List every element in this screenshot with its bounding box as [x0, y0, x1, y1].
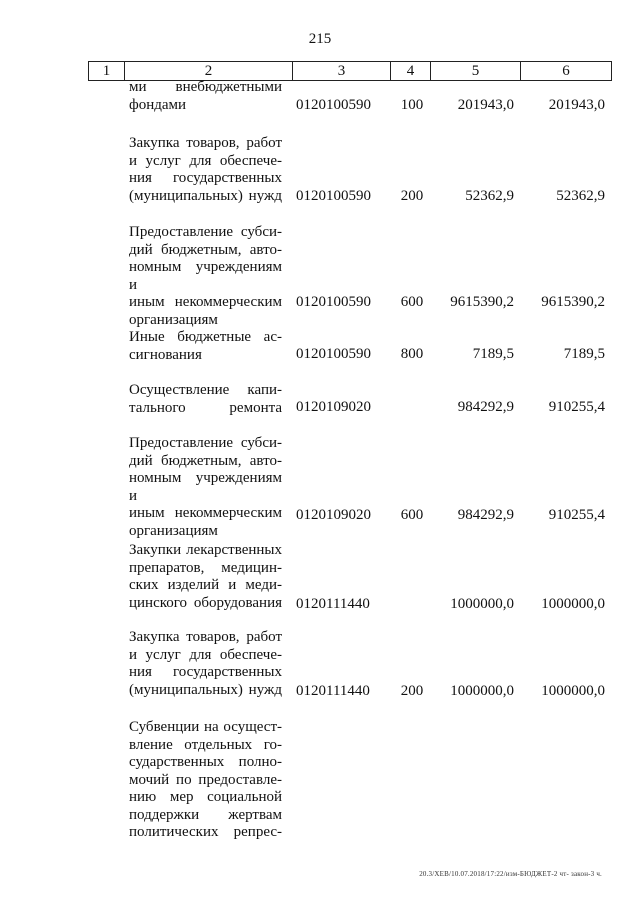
row-code: 0120100590	[296, 188, 371, 204]
row-kind: 600	[400, 507, 424, 523]
row-name: Субвенции на осущест- вление отдельных го- сударственных полно- мочий по предоставле- нию мер социальной поддержки жертвам политических репрес-	[129, 719, 282, 840]
row-code: 0120109020	[296, 507, 371, 523]
header-col-4: 4	[391, 62, 431, 80]
header-col-1: 1	[89, 62, 125, 80]
row-kind: 200	[400, 188, 424, 204]
header-col-6: 6	[562, 63, 570, 79]
page-number: 215	[308, 31, 332, 47]
row-sum-5: 52362,9	[465, 188, 514, 204]
row-sum-6: 7189,5	[563, 346, 605, 362]
row-name: ми внебюджетными фондами	[129, 79, 282, 113]
header-col-5: 5	[431, 62, 521, 80]
row-sum-6: 910255,4	[548, 399, 605, 415]
table-header	[88, 61, 612, 81]
row-code: 0120109020	[296, 399, 371, 415]
row-sum-6: 9615390,2	[541, 294, 605, 310]
row-name: Осуществление капи- тального ремонта	[129, 382, 282, 416]
row-code: 0120100590	[296, 294, 371, 310]
row-sum-5: 7189,5	[472, 346, 514, 362]
row-name: Предоставление субси- дий бюджетным, авто- номным учреждениям и иным некоммерческим организациям	[129, 224, 282, 328]
row-kind: 800	[400, 346, 424, 362]
row-sum-6: 201943,0	[548, 97, 605, 113]
row-sum-6: 52362,9	[556, 188, 605, 204]
row-name: Предоставление субси- дий бюджетным, авто- номным учреждениям и иным некоммерческим организациям	[129, 435, 282, 539]
row-sum-6: 1000000,0	[541, 683, 605, 699]
header-col-2: 2	[125, 62, 293, 80]
row-sum-5: 984292,9	[457, 399, 514, 415]
row-sum-5: 1000000,0	[450, 683, 514, 699]
row-kind: 600	[400, 294, 424, 310]
row-name: Закупка товаров, работ и услуг для обеспече- ния государственных (муниципальных) нужд	[129, 629, 282, 698]
row-kind: 100	[400, 97, 424, 113]
row-sum-6: 1000000,0	[541, 596, 605, 612]
row-code: 0120100590	[296, 346, 371, 362]
row-code: 0120111440	[296, 683, 370, 699]
row-name: Закупки лекарственных препаратов, медицин- ских изделий и меди- цинского оборудования	[129, 542, 282, 611]
row-sum-5: 9615390,2	[450, 294, 514, 310]
row-code: 0120100590	[296, 97, 371, 113]
row-sum-5: 984292,9	[457, 507, 514, 523]
row-sum-5: 1000000,0	[450, 596, 514, 612]
row-kind: 200	[400, 683, 424, 699]
footer-note: 20.3/ХЕВ/10.07.2018/17:22/изм-БЮДЖЕТ-2 чт- закон-3 ч.	[419, 870, 602, 878]
row-sum-5: 201943,0	[457, 97, 514, 113]
row-name: Закупка товаров, работ и услуг для обеспече- ния государственных (муниципальных) нужд	[129, 135, 282, 204]
row-code: 0120111440	[296, 596, 370, 612]
header-col-3: 3	[293, 62, 391, 80]
row-sum-6: 910255,4	[548, 507, 605, 523]
row-name: Иные бюджетные ас- сигнования	[129, 329, 282, 363]
